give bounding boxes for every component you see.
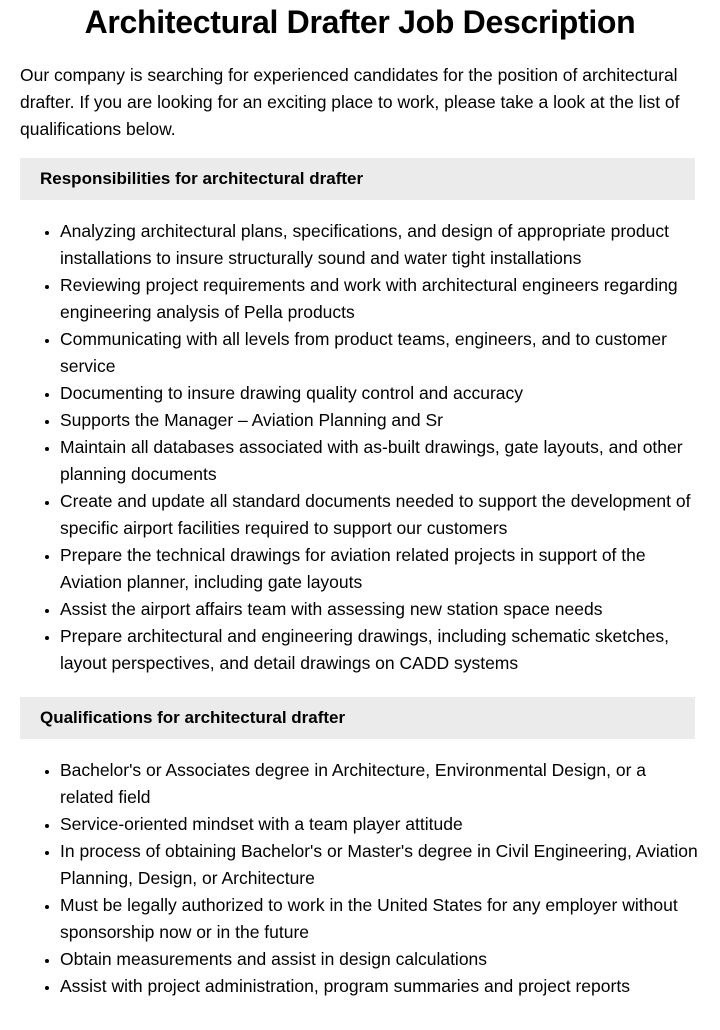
list-item: • Analyzing architectural plans, specifications, and design of appropriate product installations to insure structurally sound and water tight installations bbox=[60, 218, 700, 272]
responsibilities-heading: Responsibilities for architectural drafter bbox=[20, 158, 695, 200]
list-item: • Assist with project administration, program summaries and project reports bbox=[60, 973, 700, 1000]
list-item: • In process of obtaining Bachelor's or Master's degree in Civil Engineering, Aviation Planning, Design, or Architecture bbox=[60, 838, 700, 892]
list-item: • Documenting to insure drawing quality control and accuracy bbox=[60, 380, 700, 407]
list-item: • Obtain measurements and assist in design calculations bbox=[60, 946, 700, 973]
list-item: • Supports the Manager – Aviation Planning and Sr bbox=[60, 407, 700, 434]
intro-paragraph: Our company is searching for experienced candidates for the position of architectural drafter. If you are looking for an exciting place to work, please take a look at the list of qualifications below. bbox=[20, 65, 680, 139]
list-item: • Reviewing project requirements and work with architectural engineers regarding engineering analysis of Pella products bbox=[60, 272, 700, 326]
list-item: • Service-oriented mindset with a team player attitude bbox=[60, 811, 700, 838]
list-item: • Prepare the technical drawings for aviation related projects in support of the Aviation planner, including gate layouts bbox=[60, 542, 700, 596]
list-item: • Assist the airport affairs team with assessing new station space needs bbox=[60, 596, 700, 623]
qualifications-list bbox=[0, 757, 700, 1000]
list-item: • Prepare architectural and engineering drawings, including schematic sketches, layout perspectives, and detail drawings on CADD systems bbox=[60, 623, 700, 677]
list-item: • Maintain all databases associated with as-built drawings, gate layouts, and other planning documents bbox=[60, 434, 700, 488]
page-title: Architectural Drafter Job Description bbox=[84, 4, 636, 40]
list-item: • Create and update all standard documents needed to support the development of specific airport facilities required to support our customers bbox=[60, 488, 700, 542]
qualifications-heading: Qualifications for architectural drafter bbox=[20, 697, 695, 739]
list-item: • Communicating with all levels from product teams, engineers, and to customer service bbox=[60, 326, 700, 380]
list-item: • Bachelor's or Associates degree in Architecture, Environmental Design, or a related field bbox=[60, 757, 700, 811]
responsibilities-list bbox=[0, 218, 700, 677]
list-item: • Must be legally authorized to work in the United States for any employer without sponsorship now or in the future bbox=[60, 892, 700, 946]
